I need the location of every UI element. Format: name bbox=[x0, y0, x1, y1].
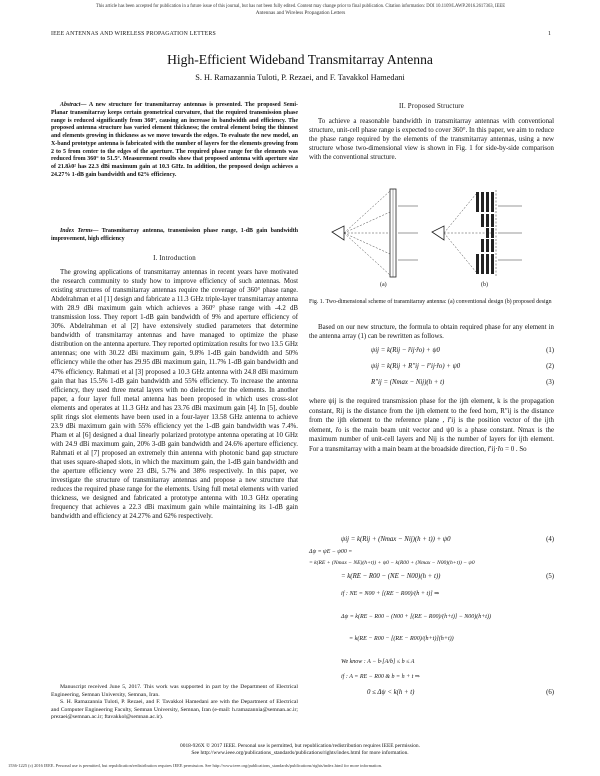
equation-4-body: ψij = k(Rij + (Nmax − Nij)(h + t)) + ψ0 bbox=[341, 536, 451, 543]
figure-label-b: (b) bbox=[481, 282, 488, 288]
equation-3-number: (3) bbox=[546, 379, 554, 386]
layer-step bbox=[486, 214, 489, 227]
section-introduction-heading: I. Introduction bbox=[153, 255, 196, 262]
layer-step bbox=[491, 228, 494, 238]
copyright-see: See http://www.ieee.org/publications_standards/publications/rights/index.html for more information. bbox=[191, 749, 409, 756]
equation-6-body: 0 ≤ Δψ < k(h + t) bbox=[367, 689, 415, 696]
running-head: IEEE ANTENNAS AND WIRELESS PROPAGATION LETTERS bbox=[51, 31, 216, 37]
equations-1-3 bbox=[309, 346, 554, 392]
index-terms-text: Transmitarray antenna, transmission phase range, 1-dB gain bandwidth improvement, high efficiency bbox=[51, 228, 298, 242]
equation-6 bbox=[367, 688, 554, 697]
layer-step bbox=[476, 254, 479, 274]
top-notice bbox=[8, 4, 593, 17]
inequality-known: We know : A − b·[A/b] ≤ b ≤ A bbox=[341, 659, 415, 665]
condition-1: if : NE = N00 + [(RE − R00)/(h + t)] ⇒ bbox=[341, 591, 440, 597]
layer-step bbox=[481, 239, 484, 252]
index-terms-label: Index Terms— bbox=[60, 228, 99, 234]
equation-3-body: R″ij = (Nmax − Nij)(h + t) bbox=[371, 379, 445, 386]
feed-horn-a bbox=[332, 226, 344, 240]
condition-2: if : A = RE − R00 & b = h + t ⇒ bbox=[341, 674, 420, 680]
feed-horn-b bbox=[432, 226, 444, 240]
equation-2-number: (2) bbox=[546, 363, 554, 370]
equation-5a: Δψ = ψE − ψ00 = bbox=[309, 549, 353, 555]
layer-step bbox=[486, 192, 489, 212]
index-terms bbox=[51, 228, 298, 244]
conventional-design-diagram bbox=[332, 189, 418, 277]
layer-step bbox=[481, 254, 484, 274]
layer-step bbox=[486, 228, 489, 238]
proposed-design-diagram bbox=[432, 190, 522, 276]
equation-4 bbox=[341, 535, 554, 544]
introduction-text: The growing applications of transmitarray antennas in recent years have motivated the research community to study how to improve efficiency of such antennas. Most existing structures of transmitarray antennas require the coverage of 360° phase range. Abdelrahman et al [1] design and fabricate a 11.3 GHz triple-layer transmitarray antenna with 28.9 dBi maximum gain which achieves a 360° phase range with -4.2 dB transmission loss. They report 1-dB gain bandwidth of 9% and aperture efficiency of 30%. Abdelrahman et al [2] have extensively studied parameters that determine bandwidth of transmitarray antennas and have managed to optimize the phase distribution on the antenna aperture. They reported optimization results for two 13.5 GHz antennas; one with 30.22 dBi maximum gain, 9.8% 1-dB gain bandwidth and 50% efficiency while the other has 29.95 dBi maximum gain, 11.7% 1-dB gain bandwidth and 47% efficiency. Rahmati et al [3] proposed a 10.3 GHz antenna with 24.8 dBi maximum gain that has 15.5% 1-dB gain bandwidth and 55% efficiency. To increase the antenna efficiency, they used three metal layers with no dielectric for the elements. In another paper, a four layer full metal antenna has been proposed in which uses cross-slot elements and operates at 11.3 GHz and has 23.76 dBi maximum gain [4]. In [5], double split rings slot elements have been used in a four-layer 13.58 GHz antenna to achieve 23.9 dBi maximum gain with 55% efficiency yet the 1-dB gain bandwidth was 7.4%. Pham et al [6] designed a dual linearly polarized prototype antenna operating at 10 GHz with 24.9 dBi maximum gain, 20% 3-dB gain bandwidth and 24.6% aperture efficiency. Rahmati et al [7] proposed an extremely thin antenna with photonic band gap structure that uses square-shaped slots, in which the maximum gain, the 1-dB gain bandwidth and the aperture efficiency were 23 dBi, 5.7% and 38% respectively. In this paper, we investigate the structure of transmitarray antennas and propose a new structure that reduces the required phase range for the elements. Using full metal elements with varied thickness, we designed and fabricated a prototype antenna with 10.3 GHz operating frequency that achieves a 22.3 dBi maximum gain while maintaining its 1-dB gain bandwidth and efficiency at 24.27% and 62% respectively. bbox=[51, 269, 298, 521]
layer-step bbox=[491, 214, 494, 227]
layer-step bbox=[481, 214, 484, 227]
copyright-notice bbox=[0, 743, 600, 756]
layer-step bbox=[486, 239, 489, 252]
section-proposed-structure-heading: II. Proposed Structure bbox=[398, 103, 465, 110]
figure-1 bbox=[326, 186, 538, 292]
layer-step bbox=[486, 254, 489, 274]
equation-5-number: (5) bbox=[546, 573, 554, 580]
equation-1-number: (1) bbox=[546, 347, 554, 354]
equation-3 bbox=[371, 378, 554, 387]
footnote-affiliation: S. H. Ramazannia Tuloti, P. Rezaei, and F. Tavakkol Hamedani are with the Department of Electrical and Computer Engineering Faculty, Semnan University, Semnan, Iran (e-mail: h.ramazannia@semnan.ac.ir; prezaei@semnan.ac.ir; ftavakkol@semnan.ac.ir). bbox=[51, 699, 298, 720]
equation-1-body: ψij = k(Rij − r̄ij·r̂o) + ψ0 bbox=[371, 347, 440, 354]
equation-5c: = k(RE − R00 − (NE − N00)(h + t)) bbox=[341, 573, 441, 580]
equation-2 bbox=[371, 362, 554, 371]
equation-4-number: (4) bbox=[546, 536, 554, 543]
layer-step bbox=[491, 192, 494, 212]
derivation-2: = k(RE − R00 − [(RE − R00)/(h+t)](h+t)) bbox=[349, 636, 454, 642]
figure-1-drawing bbox=[326, 186, 538, 292]
layer-step bbox=[481, 192, 484, 212]
author-list: S. H. Ramazannia Tuloti, P. Rezaei, and F. Tavakkol Hamedani bbox=[195, 73, 405, 82]
page-number: 1 bbox=[548, 31, 551, 37]
equation-1 bbox=[371, 346, 554, 355]
figure-1-caption: Fig. 1. Two-dimensional scheme of transmitarray antenna: (a) conventional design (b) proposed design bbox=[309, 299, 552, 305]
section2-paragraph2: Based on our new structure, the formula to obtain required phase for any element in the antenna array (1) can be rewritten as follows. bbox=[309, 324, 554, 341]
abstract-label: Abstract— bbox=[60, 102, 87, 108]
abstract-text: A new structure for transmitarray antennas is presented. The proposed Semi-Planar transmitarray keeps certain geometrical curvature, that the required transmission phase range is reduced significantly from 360°, causing an increase in bandwidth and efficiency. The proposed antenna structure has varied element thickness; the central element being the thinnest and elements growing in thickness as we move towards the edges. To evaluate the new model, an X-band prototype antenna is fabricated with the number of layers for the elements growing from 2 to 5 from center to the edges of the aperture. The required phase range for the elements was reduced from 360° to 51.5°. Measurement results show that proposed antenna with aperture size of 21.8λ0² has 22.3 dBi maximum gain at 10.3 GHz. In addition, the proposed design achieves a 24.27% 1-dB gain bandwidth and 62% efficiency. bbox=[51, 102, 298, 178]
symbol-definitions: where ψij is the required transmission phase for the ijth element, k is the propagation constant, Rij is the distance from the ijth element to the feed horn, R″ij is the distance from the ijth element to the reference plane , r̄′ij is the position vector of the ijth element, r̂o is the main beam unit vector and ψ0 is a phase constant. Nmax is the maximum number of unit-cell layers and Nij is the number of layers for ijth element. For a transmitarray with a main beam at the broadside direction, r̄′ij·r̂o = 0 . So bbox=[309, 398, 554, 453]
bottom-license-line: 1536-1225 (c) 2016 IEEE. Personal use is permitted, but republication/redistribution requires IEEE permission. See http://www.ieee.org/publications_standards/publications/rights/index.html for more information. bbox=[8, 763, 382, 768]
section2-paragraph1: To achieve a reasonable bandwidth in transmitarray antennas with conventional structure, unit-cell phase range is expected to cover 360°. In this paper, we aim to reduce the phase range required by the elements of the transmitarray antennas, using a new structure whose two-dimensional view is shown in Fig. 1 for side-by-side comparison with the conventional structure. bbox=[309, 118, 554, 162]
layer-step bbox=[491, 239, 494, 252]
abstract bbox=[51, 102, 298, 180]
equation-2-body: ψij = k(Rij + R″ij − r̄′ij·r̂o) + ψ0 bbox=[371, 363, 461, 370]
equation-5b: = k(RE + (Nmax − NE)(h+t)) + ψ0 − k(R00 + (Nmax − N00)(h+t)) − ψ0 bbox=[309, 560, 475, 566]
footnote bbox=[51, 684, 298, 722]
layer-step bbox=[476, 192, 479, 212]
derivation-1: Δψ = k(RE − R00 − (N00 + [(RE − R00)/(h+t)] − N00)(h+t)) bbox=[341, 614, 491, 620]
footnote-received: Manuscript received June 5, 2017. This work was supported in part by the Department of Electrical Engineering, Semnan University, Semnan, Iran. bbox=[51, 684, 298, 698]
equations-4-6 bbox=[309, 535, 554, 730]
layer-step bbox=[491, 254, 494, 274]
top-notice-line2: Antennas and Wireless Propagation Letters bbox=[255, 10, 346, 17]
equation-5 bbox=[341, 572, 554, 581]
figure-label-a: (a) bbox=[380, 282, 387, 288]
top-notice-line1: This article has been accepted for publication in a future issue of this journal, but has not been fully edited. Content may change prior to final publication. Citation information: DOI 10.1109/LAWP.2016.2617363, IEEE bbox=[95, 4, 506, 9]
equation-6-number: (6) bbox=[546, 689, 554, 696]
paper-title: High-Efficient Wideband Transmitarray Antenna bbox=[167, 52, 433, 67]
copyright-issn: 0018-926X © 2017 IEEE. Personal use is permitted, but republication/redistribution requires IEEE permission. bbox=[180, 743, 420, 749]
